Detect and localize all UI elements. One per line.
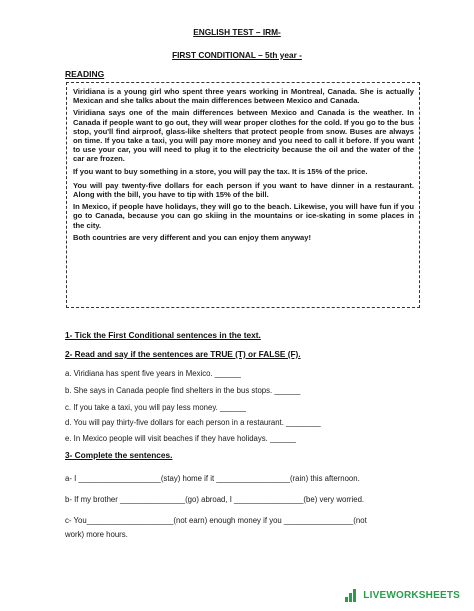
true-false-statement-c[interactable]: c. If you take a taxi, you will pay less money. ______ — [65, 403, 247, 412]
completion-sentence-c[interactable]: c- You____________________(not earn) enough money if you ________________(not — [65, 516, 367, 525]
reading-paragraph-2: Viridiana says one of the main differences between Mexico and Canada is the weather. In Canada if people want to go out, they will wear proper clothes for the cold. If you go to the bus stop, you'll find airproof, glass-like shelters that protect people from snow. Buses are always on time. If you take a taxi, you will pay more money and you need to call it before. If you want to use your car, you will need to plug it to the electricity because the oil and the water of the car are frozen. — [73, 108, 414, 164]
reading-passage-box — [66, 82, 420, 308]
reading-paragraph-5: In Mexico, if people have holidays, they will go to the beach. Likewise, you will have fun if you go to Canada, because you can go skiing in the mountains or ice-skating in some places in the city. — [73, 202, 414, 230]
true-false-statement-e[interactable]: e. In Mexico people will visit beaches if they have holidays. ______ — [65, 434, 297, 443]
test-title: ENGLISH TEST – IRM- — [193, 27, 281, 37]
question-1-heading: 1- Tick the First Conditional sentences in the text. — [65, 330, 261, 340]
completion-sentence-c-continued: work) more hours. — [65, 530, 128, 539]
reading-paragraph-4: You will pay twenty-five dollars for each person if you want to have dinner in a restaurant. Along with the bill, you have to tip with 15% of the bill. — [73, 180, 414, 200]
question-3-heading: 3- Complete the sentences. — [65, 450, 173, 460]
bars-logo-icon — [345, 589, 359, 602]
reading-paragraph-1: Viridiana is a young girl who spent three years working in Montreal, Canada. She is actually Mexican and she talks about the main differences between Mexico and Canada. — [73, 87, 414, 106]
test-subtitle: FIRST CONDITIONAL – 5th year - — [172, 50, 302, 60]
question-2-heading: 2- Read and say if the sentences are TRUE (T) or FALSE (F). — [65, 349, 301, 359]
brand-name: LIVEWORKSHEETS — [363, 589, 460, 601]
completion-sentence-a[interactable]: a- I ___________________(stay) home if it _________________(rain) this afternoon. — [65, 474, 360, 483]
reading-paragraph-6: Both countries are very different and you can enjoy them anyway! — [73, 232, 311, 242]
completion-sentence-b[interactable]: b- If my brother _______________(go) abroad, I ________________(be) very worried. — [65, 495, 365, 504]
reading-label: READING — [65, 69, 105, 79]
reading-paragraph-3: If you want to buy something in a store, you will pay the tax. It is 15% of the price. — [73, 166, 368, 176]
true-false-statement-d[interactable]: d. You will pay thirty-five dollars for each person in a restaurant. ________ — [65, 418, 321, 427]
liveworksheets-brand[interactable] — [345, 587, 460, 603]
true-false-statement-b[interactable]: b. She says in Canada people find shelters in the bus stops. ______ — [65, 386, 301, 395]
true-false-statement-a[interactable]: a. Viridiana has spent five years in Mexico. ______ — [65, 369, 241, 378]
